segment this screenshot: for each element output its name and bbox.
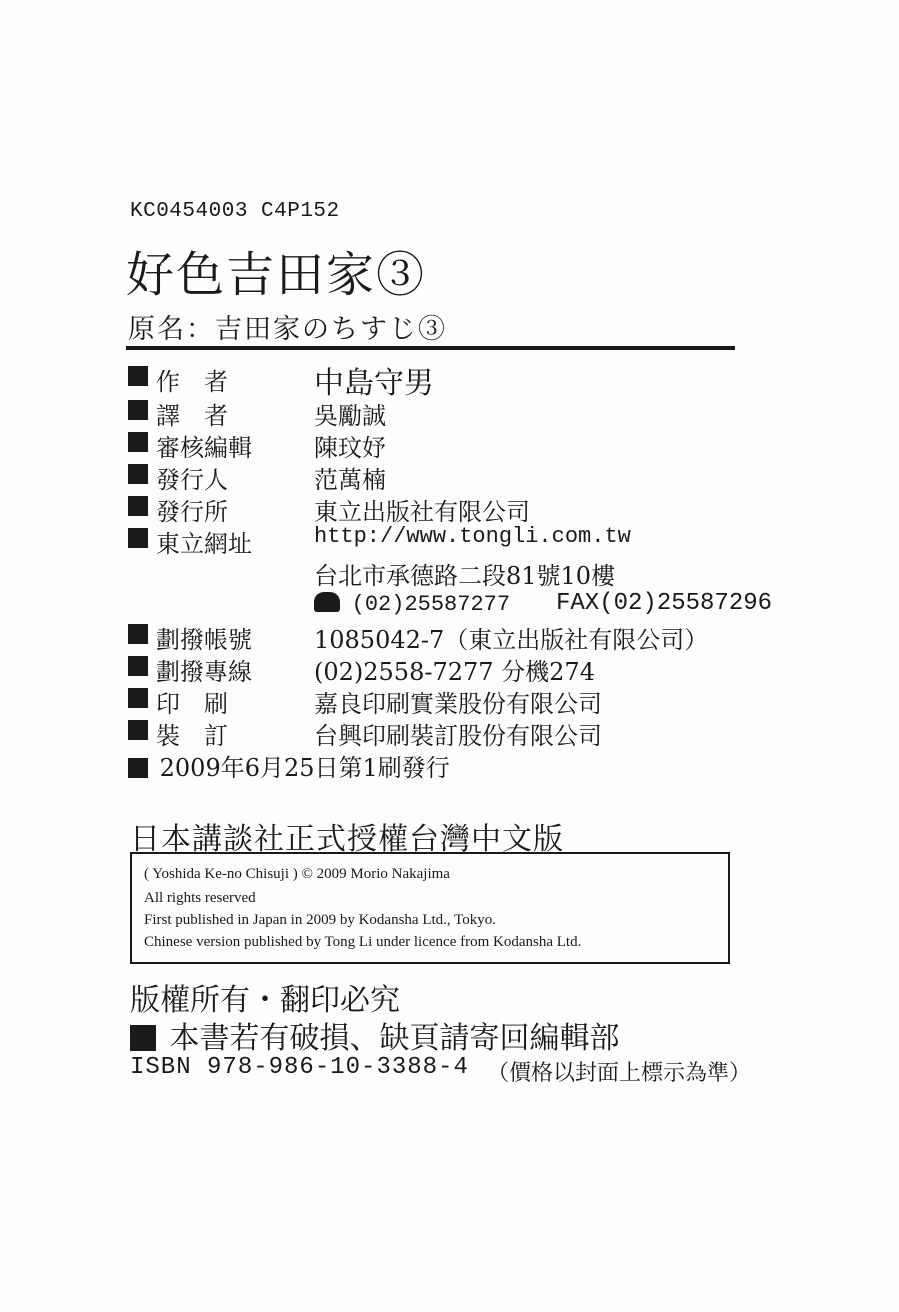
release-text: 2009年6月25日第1刷發行 [159, 754, 450, 782]
fax-number: FAX(02)25587296 [556, 590, 773, 617]
authorization-notice: 日本講談社正式授權台灣中文版 [130, 822, 564, 857]
book-title: 好色吉田家③ [126, 247, 427, 303]
damage-text: 本書若有破損、缺頁請寄回編輯部 [169, 1021, 620, 1056]
release-date [128, 748, 450, 782]
rights-notice: 版權所有・翻印必究 [130, 983, 400, 1018]
credit-translator [128, 396, 386, 430]
bullet-square [128, 496, 148, 516]
copyright-line: First published in Japan in 2009 by Kodansha Ltd., Tokyo. [144, 912, 496, 928]
bullet-square [128, 720, 148, 740]
credit-label: 譯 者 [156, 402, 228, 430]
copyright-box [130, 852, 730, 964]
credit-value: 陳玟妤 [314, 434, 386, 462]
telephone-icon [314, 592, 340, 612]
bullet-square [128, 624, 148, 644]
credit-label: 裝 訂 [156, 722, 228, 750]
original-title: 原名：吉田家のちすじ③ [128, 314, 447, 345]
credit-label: 作 者 [156, 368, 228, 396]
credit-binding [128, 716, 602, 750]
copyright-line: ( Yoshida Ke-no Chisuji ) © 2009 Morio Nakajima [144, 866, 450, 882]
credit-value: 台興印刷裝訂股份有限公司 [314, 722, 602, 750]
damage-notice [130, 1013, 620, 1057]
credit-value: 東立出版社有限公司 [314, 498, 530, 526]
credit-account [128, 620, 709, 654]
credit-value: 1085042-7（東立出版社有限公司） [314, 626, 709, 654]
credit-website [128, 524, 631, 558]
credit-value: 嘉良印刷實業股份有限公司 [314, 690, 602, 718]
phone-number: (02)25587277 [351, 592, 511, 617]
catalog-code: KC0454003 C4P152 [130, 200, 340, 223]
credit-value: 中島守男 [314, 366, 434, 401]
title-divider [126, 346, 735, 350]
credit-label: 劃撥帳號 [156, 626, 252, 654]
credit-author [128, 362, 434, 401]
website-link[interactable]: http://www.tongli.com.tw [314, 524, 631, 549]
credit-label: 印 刷 [156, 690, 228, 718]
credit-editor [128, 428, 386, 462]
credit-label: 東立網址 [156, 530, 252, 558]
credit-label: 劃撥專線 [156, 658, 252, 686]
bullet-square [128, 688, 148, 708]
credit-hotline [128, 652, 595, 686]
bullet-square [128, 656, 148, 676]
bullet-square [130, 1025, 156, 1051]
credit-publishing-house [128, 492, 530, 526]
price-note: （價格以封面上標示為準） [487, 1061, 752, 1086]
credit-value: (02)2558-7277 分機274 [314, 658, 595, 686]
bullet-square [128, 432, 148, 452]
credit-label: 發行人 [156, 466, 228, 494]
credit-label: 審核編輯 [156, 434, 252, 462]
credit-value: 范萬楠 [314, 466, 386, 494]
bullet-square [128, 758, 148, 778]
credit-label: 發行所 [156, 498, 228, 526]
credit-value: 吳勵誠 [314, 402, 386, 430]
bullet-square [128, 464, 148, 484]
phone-line [314, 588, 510, 617]
address: 台北市承德路二段81號10樓 [314, 562, 616, 590]
bullet-square [128, 528, 148, 548]
copyright-line: All rights reserved [144, 890, 256, 906]
credit-printer [128, 684, 602, 718]
bullet-square [128, 366, 148, 386]
isbn: ISBN 978-986-10-3388-4 [130, 1054, 469, 1081]
bullet-square [128, 400, 148, 420]
credit-publisher [128, 460, 386, 494]
copyright-line: Chinese version published by Tong Li under licence from Kodansha Ltd. [144, 934, 582, 950]
